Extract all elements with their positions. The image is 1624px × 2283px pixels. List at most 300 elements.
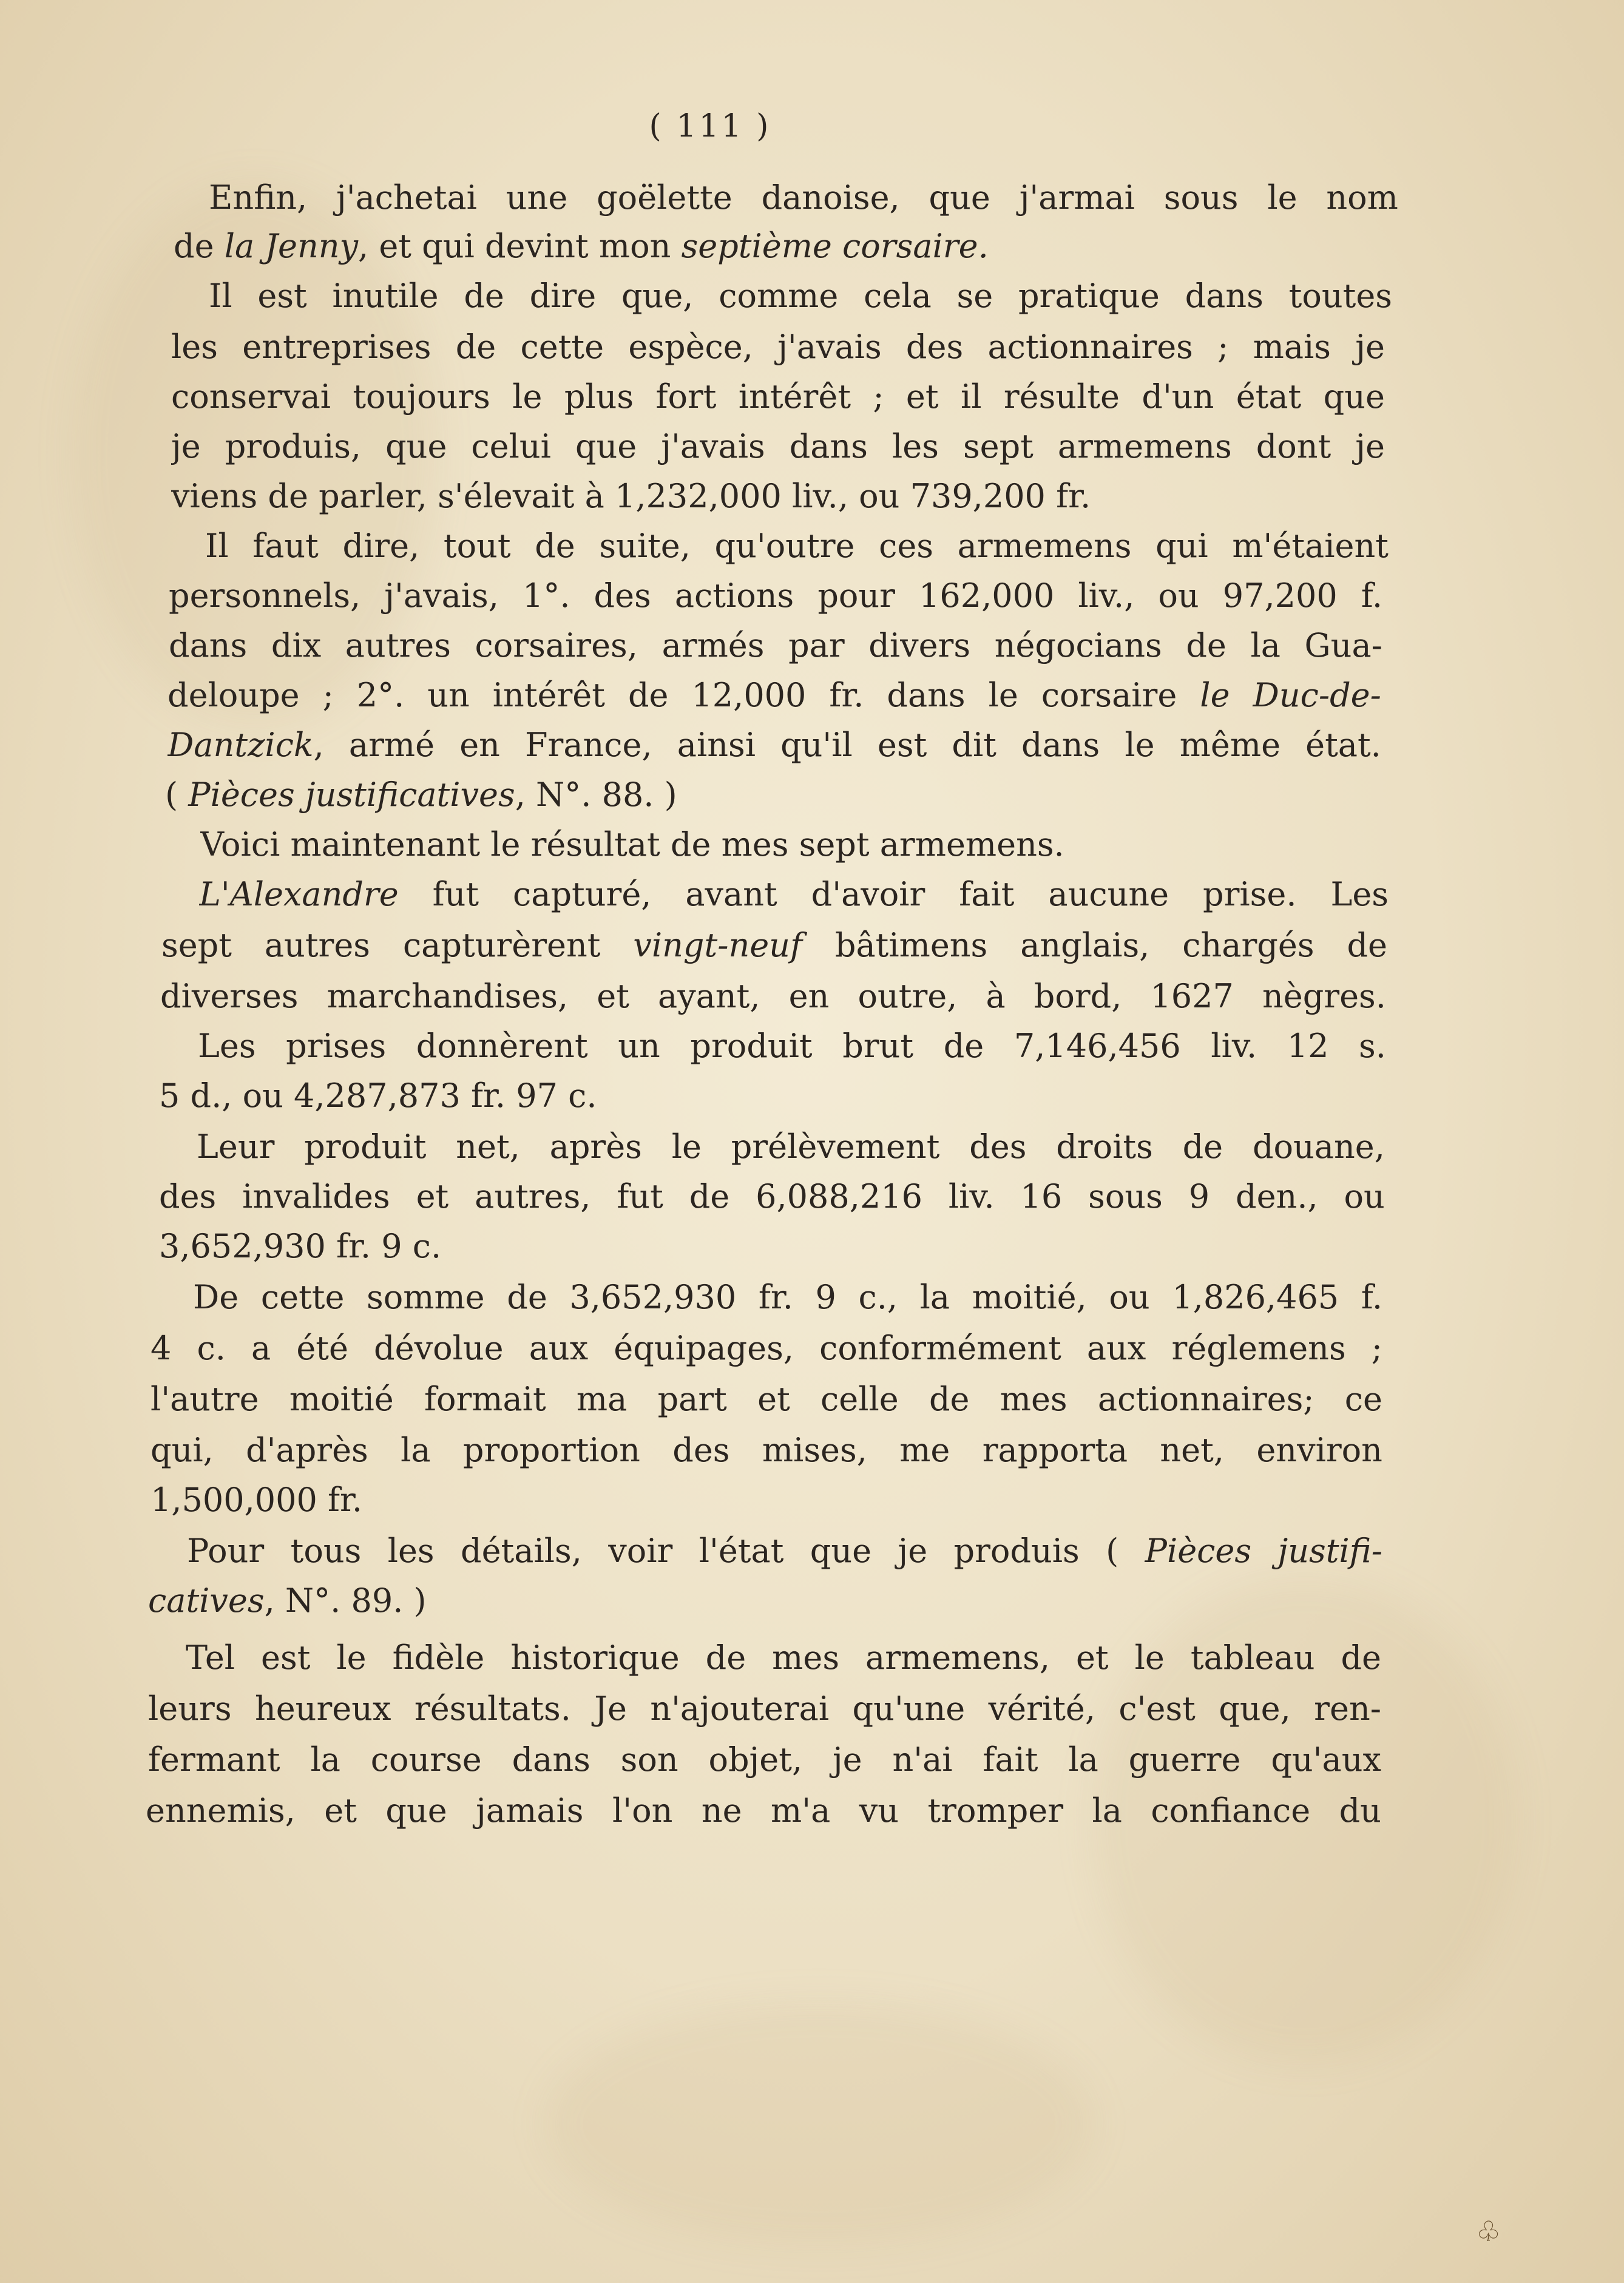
word: et	[757, 1380, 790, 1418]
word: aux	[1086, 1329, 1146, 1367]
word: qu'aux	[1271, 1740, 1381, 1779]
word: 5 d., ou 4,287,873 fr. 97 c.	[159, 1077, 597, 1115]
word: ce	[1344, 1380, 1382, 1418]
word: que,	[1219, 1689, 1291, 1728]
word: le	[1125, 726, 1155, 764]
word: de la Jenny, et qui devint mon septième corsaire.	[174, 227, 989, 265]
word: marchandises,	[326, 977, 569, 1015]
text-line	[209, 172, 1398, 223]
word: dire,	[342, 527, 420, 565]
word: 1°.	[522, 577, 570, 615]
word: faut	[252, 527, 319, 565]
word: tout	[443, 527, 511, 565]
word: Je	[594, 1689, 627, 1728]
word: ma	[576, 1380, 628, 1418]
word: armé	[348, 726, 435, 764]
word: autres,	[475, 1177, 591, 1216]
word: ;	[873, 377, 884, 416]
word: Pièces	[1145, 1532, 1252, 1570]
word: 1,500,000 fr.	[151, 1481, 363, 1519]
word: brut	[842, 1027, 914, 1065]
word: intérêt	[738, 377, 851, 416]
word: personnels,	[169, 577, 361, 615]
text-line	[197, 1121, 1385, 1172]
word: f.	[1361, 577, 1382, 615]
word: été	[296, 1329, 348, 1367]
word: de	[689, 1177, 730, 1216]
word: j'avais,	[384, 577, 499, 615]
word: divers	[868, 626, 971, 665]
word: de	[464, 277, 504, 315]
word: Il	[209, 277, 232, 315]
word: dans	[1185, 277, 1264, 315]
word: il	[960, 377, 982, 416]
word: en	[788, 977, 830, 1015]
word: toutes	[1288, 277, 1392, 315]
word: autres	[264, 926, 371, 964]
word: voir	[608, 1532, 673, 1570]
word: m'a	[771, 1791, 831, 1830]
word: qu'il	[780, 726, 853, 764]
word: leurs	[148, 1689, 232, 1728]
word: droits	[1056, 1128, 1153, 1166]
word: ( Pièces justificatives, N°. 88. )	[165, 776, 677, 814]
text-line	[171, 421, 1385, 472]
word: s.	[1359, 1027, 1386, 1065]
word: est	[257, 277, 307, 315]
word: produit	[304, 1128, 427, 1166]
word: son	[620, 1740, 678, 1779]
word: le	[1267, 178, 1298, 217]
word: ;	[1371, 1329, 1382, 1367]
word: corsaire	[1041, 676, 1177, 714]
word: que	[385, 1791, 447, 1830]
word: viens de parler, s'élevait à 1,232,000 liv., ou 739,200 fr.	[171, 477, 1091, 515]
word: bâtimens	[834, 926, 988, 964]
word: de	[455, 328, 496, 366]
text-line	[200, 819, 1171, 870]
word: c'est	[1118, 1689, 1196, 1728]
word: suite,	[599, 527, 691, 565]
text-line	[148, 1734, 1381, 1785]
word: somme	[367, 1278, 485, 1316]
word: qui,	[151, 1431, 214, 1469]
word: j'armai	[1019, 178, 1135, 217]
word: et	[1075, 1639, 1109, 1677]
word: la	[401, 1431, 431, 1469]
word: sept	[161, 926, 232, 964]
text-line	[193, 1272, 1382, 1323]
word: l'état	[699, 1532, 784, 1570]
word: donnèrent	[416, 1027, 588, 1065]
word: je	[1355, 328, 1385, 366]
word: la	[1092, 1791, 1122, 1830]
word: dire	[529, 277, 597, 315]
word: une	[506, 178, 568, 217]
word: le	[988, 676, 1018, 714]
word: ainsi	[677, 726, 756, 764]
word: vu	[859, 1791, 899, 1830]
word: toujours	[353, 377, 490, 416]
word: qu'une	[852, 1689, 966, 1728]
word: Tel	[186, 1639, 235, 1677]
text-line	[199, 869, 1389, 920]
word: dans	[169, 626, 248, 665]
text-line	[161, 920, 1387, 971]
word: de	[628, 676, 669, 714]
word: les	[387, 1532, 435, 1570]
word: celle	[820, 1380, 899, 1418]
word: je	[1355, 427, 1385, 465]
text-line	[169, 620, 1382, 671]
word: entreprises	[242, 328, 431, 366]
word: l'on	[612, 1791, 673, 1830]
word: des	[159, 1177, 217, 1216]
word: 162,000	[919, 577, 1055, 615]
word: de	[1186, 626, 1226, 665]
word: course	[370, 1740, 482, 1779]
word: avant	[685, 875, 777, 913]
word: ren-	[1314, 1689, 1381, 1728]
word: dans	[789, 427, 868, 465]
word: état.	[1305, 726, 1381, 764]
word: ou	[1158, 577, 1199, 615]
word: Il	[205, 527, 229, 565]
word: Pour	[187, 1532, 265, 1570]
word: négocians	[994, 626, 1162, 665]
word: rapporta	[982, 1431, 1128, 1469]
word: 2°.	[356, 676, 405, 714]
word: en	[459, 726, 500, 764]
word: ne	[701, 1791, 742, 1830]
word: proportion	[462, 1431, 640, 1469]
word: armés	[661, 626, 765, 665]
word: de	[1182, 1128, 1223, 1166]
word: pratique	[1018, 277, 1160, 315]
word: cette	[260, 1278, 345, 1316]
word: actionnaires;	[1097, 1380, 1314, 1418]
word: que	[575, 427, 637, 465]
word: c.	[197, 1329, 226, 1367]
word: invalides	[242, 1177, 390, 1216]
text-line	[171, 471, 1385, 522]
word: deloupe	[167, 676, 300, 714]
word: nègres.	[1262, 977, 1386, 1015]
word: espèce,	[628, 328, 753, 366]
word: dans	[512, 1740, 590, 1779]
paper-stain	[546, 2003, 1092, 2245]
page-number: ( 111 )	[649, 108, 771, 144]
word: celui	[471, 427, 551, 465]
text-line	[186, 1632, 1381, 1683]
word: j'achetai	[336, 178, 477, 217]
word: L'Alexandre	[199, 875, 399, 913]
word: f.	[1361, 1278, 1382, 1316]
word: comme	[719, 277, 839, 315]
word: c.,	[858, 1278, 898, 1316]
word: fort	[655, 377, 717, 416]
word: tromper	[927, 1791, 1064, 1830]
word: un	[618, 1027, 660, 1065]
word: ;	[1217, 328, 1229, 366]
word: le	[336, 1639, 367, 1677]
word: dans	[887, 676, 966, 714]
word: outre,	[858, 977, 958, 1015]
word: cela	[864, 277, 932, 315]
word: Voici maintenant le résultat de mes sept armemens.	[200, 825, 1064, 864]
word: des	[594, 577, 651, 615]
word: intérêt	[492, 676, 605, 714]
word: nom	[1326, 178, 1398, 217]
word: du	[1339, 1791, 1381, 1830]
word: le	[1134, 1639, 1165, 1677]
text-line	[148, 1575, 755, 1626]
word: 6,088,216	[756, 1177, 922, 1216]
word: n'ai	[892, 1740, 953, 1779]
text-line	[165, 769, 772, 820]
word: goëlette	[597, 178, 732, 217]
word: la	[1250, 626, 1281, 665]
word: des	[672, 1431, 730, 1469]
word: 1,826,465	[1172, 1278, 1339, 1316]
word: vérité,	[988, 1689, 1096, 1728]
word: la	[919, 1278, 950, 1316]
word: liv.,	[1078, 577, 1135, 615]
text-line	[171, 371, 1385, 422]
word: 9	[1188, 1177, 1210, 1216]
word: armemens,	[865, 1639, 1050, 1677]
word: aucune	[1048, 875, 1169, 913]
word: 12,000	[691, 676, 807, 714]
word: le	[512, 377, 543, 416]
word: capturé,	[513, 875, 652, 913]
word: qui	[1155, 527, 1208, 565]
word: dans	[1021, 726, 1100, 764]
word: d'un	[1142, 377, 1214, 416]
text-line	[159, 1070, 766, 1121]
word: produit	[690, 1027, 813, 1065]
word: Dantzick,	[167, 726, 324, 764]
word: Les	[198, 1027, 256, 1065]
word: plus	[564, 377, 634, 416]
text-line	[148, 1683, 1381, 1734]
word: me	[899, 1431, 950, 1469]
word: se	[956, 277, 993, 315]
word: dont	[1256, 427, 1331, 465]
word: fait	[959, 875, 1015, 913]
word: équipages,	[614, 1329, 794, 1367]
text-line	[159, 1221, 766, 1272]
word: de	[1341, 1639, 1381, 1677]
word: Enfin,	[209, 178, 308, 217]
word: ces	[879, 527, 934, 565]
word: moitié,	[972, 1278, 1087, 1316]
word: le	[671, 1128, 702, 1166]
word: guerre	[1128, 1740, 1241, 1779]
word: moitié	[289, 1380, 394, 1418]
corner-ornament: ♧	[1476, 2215, 1501, 2248]
word: et	[416, 1177, 449, 1216]
word: de	[705, 1639, 746, 1677]
text-line	[174, 221, 1242, 272]
word: n'ajouterai	[650, 1689, 830, 1728]
word: net,	[1160, 1431, 1225, 1469]
word: ennemis,	[146, 1791, 296, 1830]
word: résulte	[1003, 377, 1120, 416]
word: les	[171, 328, 218, 366]
word: den.,	[1236, 1177, 1318, 1216]
word: heureux	[254, 1689, 391, 1728]
word: tableau	[1190, 1639, 1315, 1677]
word: a	[251, 1329, 271, 1367]
word: objet,	[708, 1740, 803, 1779]
word: prélèvement	[731, 1128, 940, 1166]
word: chargés	[1182, 926, 1314, 964]
text-line	[151, 1374, 1382, 1425]
word: Les	[1330, 875, 1389, 913]
word: et	[597, 977, 629, 1015]
text-line	[187, 1526, 1382, 1577]
word: j'avais	[661, 427, 765, 465]
text-line	[167, 720, 1381, 771]
word: la	[310, 1740, 340, 1779]
word: Leur	[197, 1128, 275, 1166]
word: 3,652,930	[569, 1278, 737, 1316]
word: pour	[817, 577, 895, 615]
text-line	[198, 1021, 1386, 1072]
word: dévolue	[374, 1329, 504, 1367]
word: fr.	[829, 676, 864, 714]
word: armemens	[957, 527, 1132, 565]
text-line	[151, 1323, 1382, 1374]
word: le	[1200, 676, 1230, 714]
word: douane,	[1252, 1128, 1385, 1166]
word: de	[1347, 926, 1387, 964]
word: danoise,	[761, 178, 900, 217]
word: corsaires,	[475, 626, 638, 665]
word: 3,652,930 fr. 9 c.	[159, 1227, 442, 1265]
word: catives, N°. 89. )	[148, 1581, 427, 1620]
word: liv.	[948, 1177, 995, 1216]
word: conformément	[819, 1329, 1061, 1367]
word: 16	[1020, 1177, 1063, 1216]
word: anglais,	[1020, 926, 1150, 964]
word: 4	[151, 1329, 172, 1367]
word: j'avais	[777, 328, 882, 366]
word: fait	[983, 1740, 1038, 1779]
word: je	[898, 1532, 928, 1570]
word: autres	[345, 626, 451, 665]
word: Gua-	[1304, 626, 1382, 665]
word: par	[788, 626, 845, 665]
text-line	[146, 1785, 1381, 1836]
word: ou	[1109, 1278, 1150, 1316]
word: de	[943, 1027, 984, 1065]
text-line	[167, 670, 1381, 721]
text-line	[205, 521, 1389, 572]
text-line	[151, 1475, 636, 1526]
word: diverses	[160, 977, 299, 1015]
word: des	[969, 1128, 1027, 1166]
word: aux	[529, 1329, 589, 1367]
word: de	[507, 1278, 547, 1316]
word: 7,146,456	[1013, 1027, 1181, 1065]
text-line	[171, 322, 1385, 373]
word: détails,	[461, 1532, 582, 1570]
word: ;	[322, 676, 334, 714]
word: prise.	[1203, 875, 1297, 913]
word: est	[261, 1639, 311, 1677]
word: 12	[1287, 1027, 1329, 1065]
word: 9	[815, 1278, 836, 1316]
word: prises	[286, 1027, 387, 1065]
word: (	[1106, 1532, 1119, 1570]
word: 1627	[1150, 977, 1234, 1015]
word: je	[832, 1740, 862, 1779]
word: ayant,	[658, 977, 760, 1015]
word: ou	[1344, 1177, 1385, 1216]
word: net,	[456, 1128, 520, 1166]
word: m'étaient	[1232, 527, 1389, 565]
word: jamais	[476, 1791, 584, 1830]
word: dit	[952, 726, 996, 764]
word: tous	[290, 1532, 362, 1570]
word: mes	[1000, 1380, 1067, 1418]
word: je	[171, 427, 201, 465]
word: part	[657, 1380, 727, 1418]
word: produis	[953, 1532, 1080, 1570]
word: que	[810, 1532, 872, 1570]
word: l'autre	[151, 1380, 259, 1418]
word: France,	[525, 726, 652, 764]
word: sous	[1088, 1177, 1163, 1216]
word: à	[986, 977, 1006, 1015]
word: même	[1179, 726, 1281, 764]
word: que	[1323, 377, 1385, 416]
word: et	[905, 377, 939, 416]
word: armemens	[1057, 427, 1232, 465]
word: un	[427, 676, 470, 714]
word: qu'outre	[714, 527, 855, 565]
word: sept	[963, 427, 1034, 465]
word: fermant	[148, 1740, 280, 1779]
word: les	[892, 427, 939, 465]
word: et	[324, 1791, 357, 1830]
word: confiance	[1151, 1791, 1311, 1830]
word: produis,	[225, 427, 362, 465]
word: vingt-neuf	[633, 926, 802, 964]
word: la	[1068, 1740, 1098, 1779]
word: bord,	[1034, 977, 1122, 1015]
word: après	[549, 1128, 642, 1166]
word: mes	[772, 1639, 840, 1677]
word: de	[929, 1380, 970, 1418]
word: fr.	[758, 1278, 793, 1316]
word: liv.	[1211, 1027, 1257, 1065]
text-line	[209, 271, 1392, 322]
text-line	[151, 1425, 1382, 1476]
word: fidèle	[392, 1639, 485, 1677]
word: environ	[1256, 1431, 1382, 1469]
word: état	[1236, 377, 1302, 416]
word: résultats.	[414, 1689, 571, 1728]
word: d'après	[246, 1431, 368, 1469]
word: d'avoir	[811, 875, 925, 913]
word: sous	[1163, 178, 1239, 217]
word: réglemens	[1171, 1329, 1346, 1367]
word: mises,	[762, 1431, 867, 1469]
text-line	[169, 570, 1382, 621]
